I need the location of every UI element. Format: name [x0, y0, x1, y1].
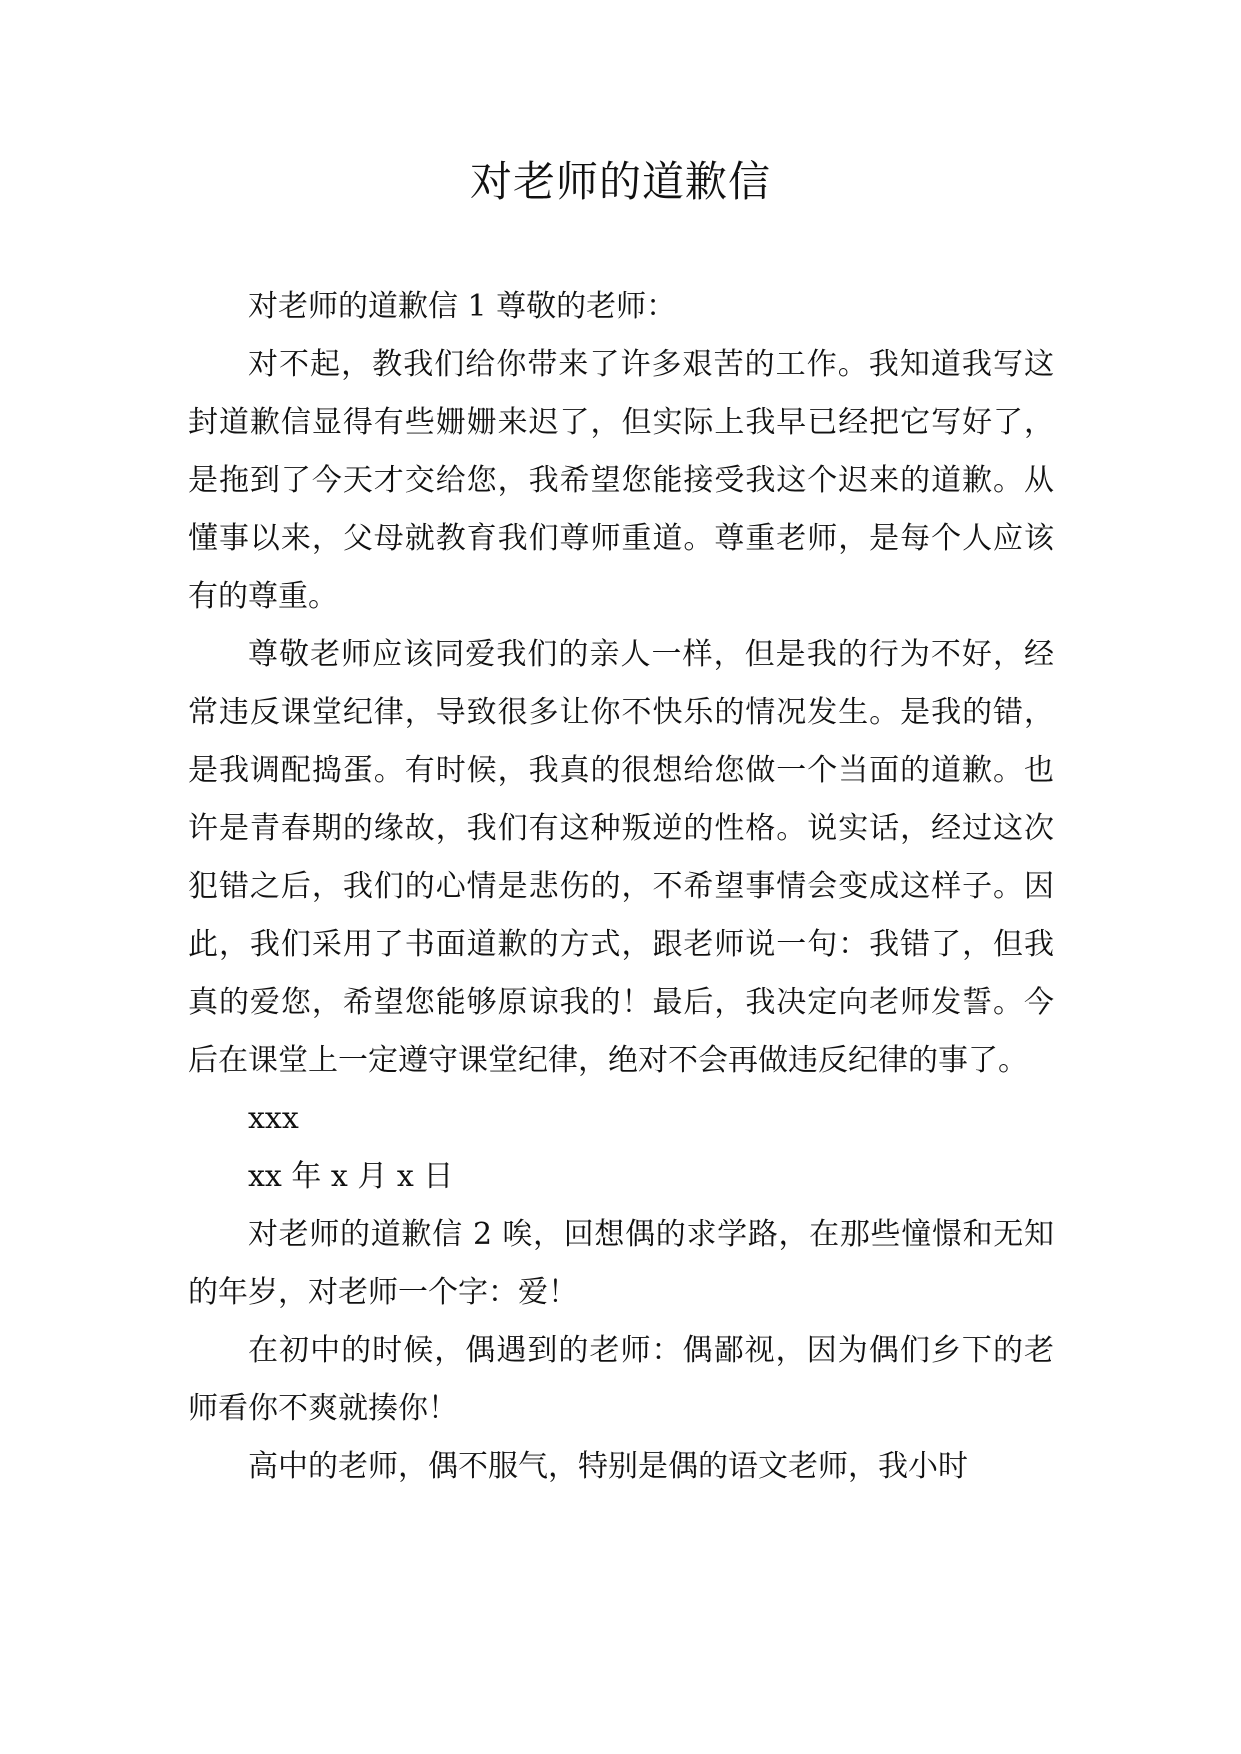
document-title: 对老师的道歉信: [469, 157, 771, 206]
paragraph-senior-high: 高中的老师，偶不服气，特别是偶的语文老师，我小时: [248, 1449, 968, 1484]
document-body: [188, 278, 1054, 1496]
paragraph-promise: 尊敬老师应该同爱我们的亲人一样，但是我的行为不好，经常违反课堂纪律，导致很多让你不快乐的情况发生。是我的错，是我调配捣蛋。有时候，我真的很想给您做一个当面的道歉。也许是青春期的缘故，我们有这种叛逆的性格。说实话，经过这次犯错之后，我们的心情是悲伤的，不希望事情会变成这样子。因此，我们采用了书面道歉的方式，跟老师说一句：我错了，但我真的爱您，希望您能够原谅我的！最后，我决定向老师发誓。今后在课堂上一定遵守课堂纪律，绝对不会再做违反纪律的事了。: [188, 637, 1054, 1078]
paragraph-letter-2-intro: 对老师的道歉信 2 唉，回想偶的求学路，在那些憧憬和无知的年岁，对老师一个字：爱！: [188, 1217, 1054, 1310]
paragraph-apology: 对不起，教我们给你带来了许多艰苦的工作。我知道我写这封道歉信显得有些姗姗来迟了，但实际上我早已经把它写好了，是拖到了今天才交给您，我希望您能接受我这个迟来的道歉。从懂事以来，父母就教育我们尊师重道。尊重老师，是每个人应该有的尊重。: [188, 347, 1054, 614]
paragraph-junior-high: 在初中的时候，偶遇到的老师：偶鄙视，因为偶们乡下的老师看你不爽就揍你！: [188, 1333, 1054, 1426]
signature-name: xxx: [248, 1101, 299, 1136]
signature-date: xx 年 x 月 x 日: [248, 1159, 454, 1194]
paragraph-salutation: 对老师的道歉信 1 尊敬的老师：: [248, 289, 677, 324]
